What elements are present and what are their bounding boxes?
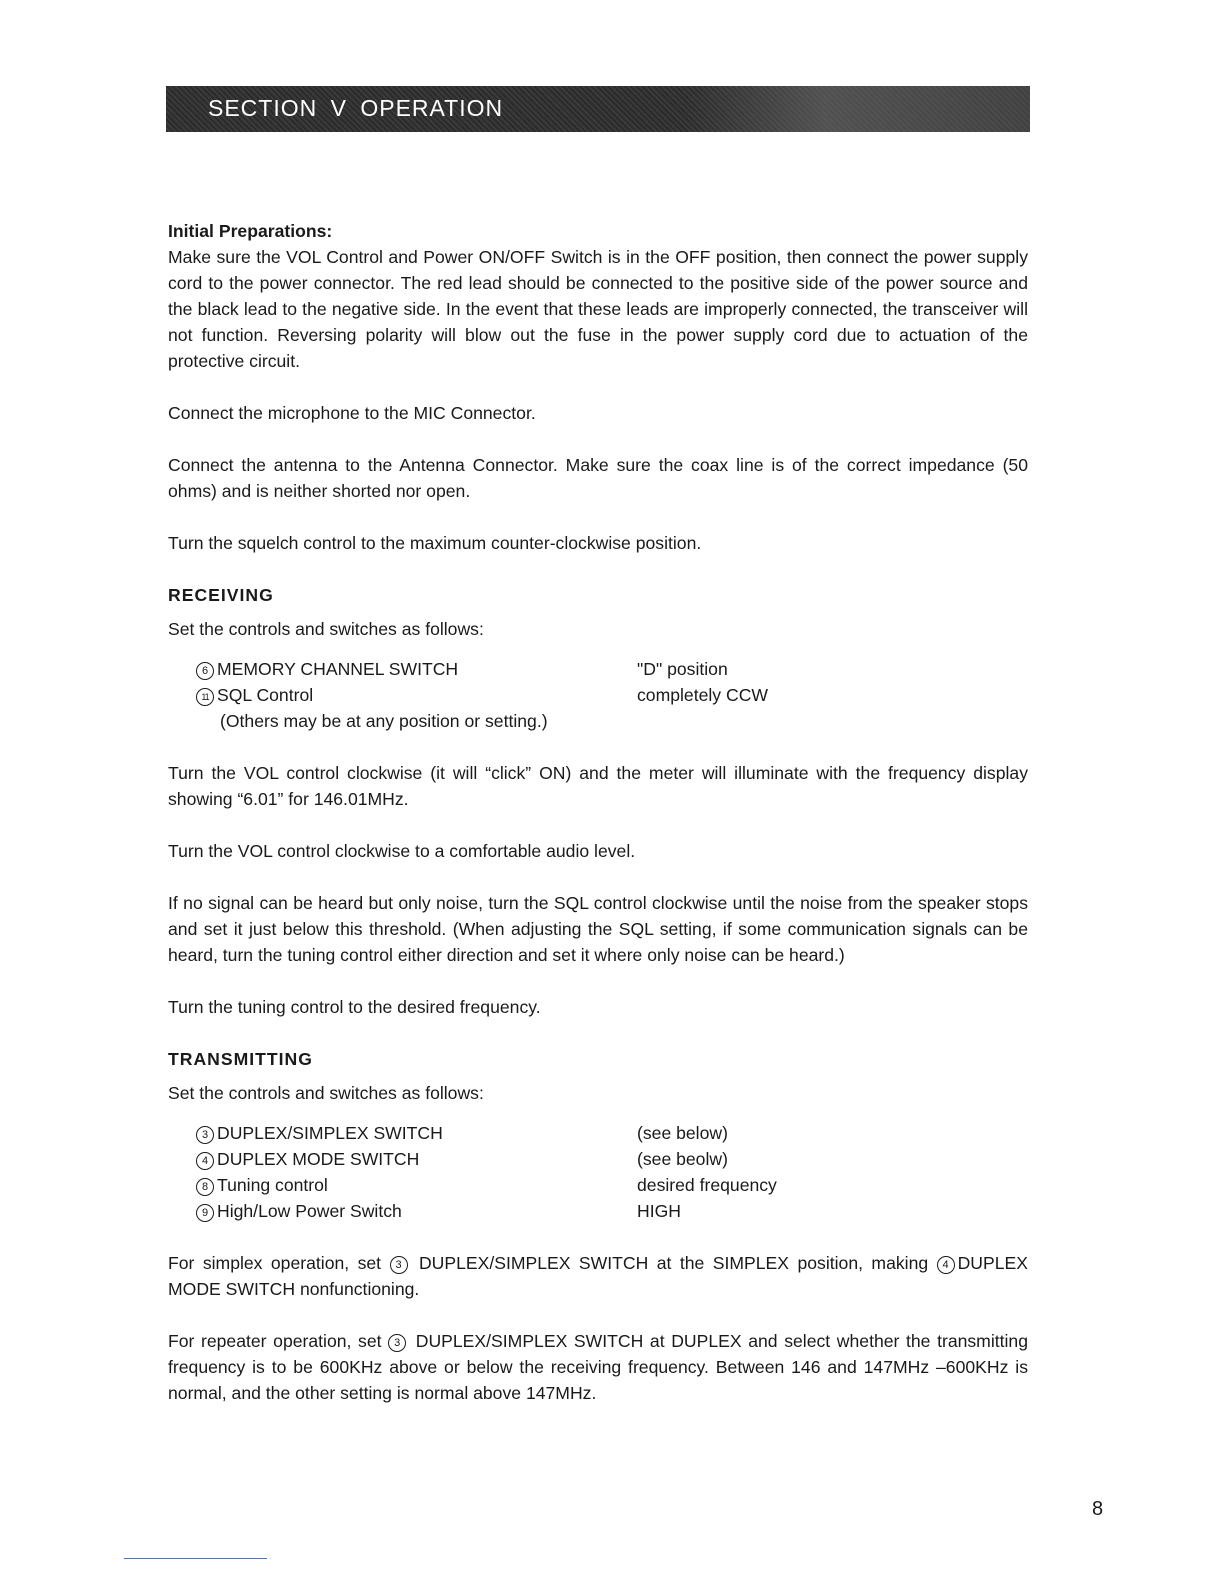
setting-value: completely CCW bbox=[637, 685, 768, 705]
section-title: SECTION V OPERATION bbox=[208, 95, 504, 121]
setting-value: HIGH bbox=[637, 1201, 681, 1221]
settings-row bbox=[196, 1146, 1028, 1172]
repeater-text-end: DUPLEX/SIMPLEX SWITCH at DUPLEX and select whether the transmitting frequency is to be 600KHz above or below the receiving frequency. Between 146 and 147MHz –600KHz is normal, and the other setting is normal above 147MHz. bbox=[168, 1331, 1029, 1403]
settings-row bbox=[196, 1172, 1028, 1198]
setting-name: Tuning control bbox=[217, 1175, 328, 1195]
setting-name: DUPLEX/SIMPLEX SWITCH bbox=[217, 1123, 443, 1143]
page-number: 8 bbox=[1092, 1498, 1104, 1520]
circled-number: 3 bbox=[196, 1126, 214, 1144]
simplex-text-start: For simplex operation, set bbox=[168, 1253, 382, 1273]
repeater-paragraph bbox=[168, 1328, 1028, 1406]
receiving-heading: RECEIVING bbox=[168, 585, 274, 605]
circled-number: 3 bbox=[388, 1334, 406, 1352]
receiving-intro: Set the controls and switches as follows: bbox=[168, 619, 484, 639]
receiving-paragraph-2: Turn the VOL control clockwise to a comfortable audio level. bbox=[168, 841, 636, 861]
settings-row bbox=[196, 1120, 1028, 1146]
simplex-text-middle: DUPLEX/SIMPLEX SWITCH at the SIMPLEX position, making bbox=[418, 1253, 929, 1273]
document-body bbox=[168, 218, 1028, 1406]
simplex-paragraph bbox=[168, 1250, 1028, 1302]
setting-name: High/Low Power Switch bbox=[217, 1201, 402, 1221]
transmitting-heading: TRANSMITTING bbox=[168, 1049, 313, 1069]
initial-paragraph-3: Connect the antenna to the Antenna Connector. Make sure the coax line is of the correct impedance (50 ohms) and is neither shorted nor open. bbox=[168, 455, 1028, 501]
circled-number: 6 bbox=[196, 662, 214, 680]
circled-number: 4 bbox=[937, 1256, 955, 1274]
banner-shading bbox=[686, 86, 1030, 132]
settings-row bbox=[196, 682, 1028, 708]
setting-name: DUPLEX MODE SWITCH bbox=[217, 1149, 420, 1169]
initial-paragraph-2: Connect the microphone to the MIC Connector. bbox=[168, 403, 536, 423]
setting-name: SQL Control bbox=[217, 685, 314, 705]
transmitting-settings-list bbox=[196, 1120, 1028, 1224]
section-banner bbox=[166, 86, 1030, 132]
initial-paragraph-1: Make sure the VOL Control and Power ON/OFF Switch is in the OFF position, then connect the power supply cord to the power connector. The red lead should be connected to the positive side of the power source and the black lead to the negative side. In the event that these leads are improperly connected, the transceiver will not function. Reversing polarity will blow out the fuse in the power supply cord due to actuation of the protective circuit. bbox=[168, 247, 1028, 371]
circled-number: 4 bbox=[196, 1152, 214, 1170]
receiving-paragraph-4: Turn the tuning control to the desired frequency. bbox=[168, 997, 541, 1017]
settings-note-row bbox=[196, 708, 1028, 734]
setting-value: (see below) bbox=[637, 1123, 728, 1143]
receiving-paragraph-1: Turn the VOL control clockwise (it will “click” ON) and the meter will illuminate with the frequency display showing “6.01” for 146.01MHz. bbox=[168, 763, 1028, 809]
initial-paragraph-4: Turn the squelch control to the maximum counter-clockwise position. bbox=[168, 533, 702, 553]
settings-row bbox=[196, 656, 1028, 682]
settings-note: (Others may be at any position or setting.) bbox=[220, 711, 548, 731]
receiving-settings-list bbox=[196, 656, 1028, 734]
setting-value: desired frequency bbox=[637, 1175, 777, 1195]
initial-preparations-label: Initial Preparations: bbox=[168, 221, 333, 241]
circled-number: 8 bbox=[196, 1178, 214, 1196]
setting-value: (see beolw) bbox=[637, 1149, 728, 1169]
setting-name: MEMORY CHANNEL SWITCH bbox=[217, 659, 459, 679]
footer-line bbox=[124, 1558, 267, 1559]
setting-value: "D" position bbox=[637, 659, 728, 679]
transmitting-intro: Set the controls and switches as follows: bbox=[168, 1083, 484, 1103]
simplex-text-end: DUPLEX MODE SWITCH nonfunctioning. bbox=[168, 1253, 1028, 1299]
circled-number: 11 bbox=[196, 688, 214, 706]
circled-number: 9 bbox=[196, 1204, 214, 1222]
settings-row bbox=[196, 1198, 1028, 1224]
circled-number: 3 bbox=[390, 1256, 408, 1274]
receiving-paragraph-3: If no signal can be heard but only noise, turn the SQL control clockwise until the noise from the speaker stops and set it just below this threshold. (When adjusting the SQL setting, if some communication signals can be heard, turn the tuning control either direction and set it where only noise can be heard.) bbox=[168, 893, 1028, 965]
repeater-text-start: For repeater operation, set bbox=[168, 1331, 382, 1351]
